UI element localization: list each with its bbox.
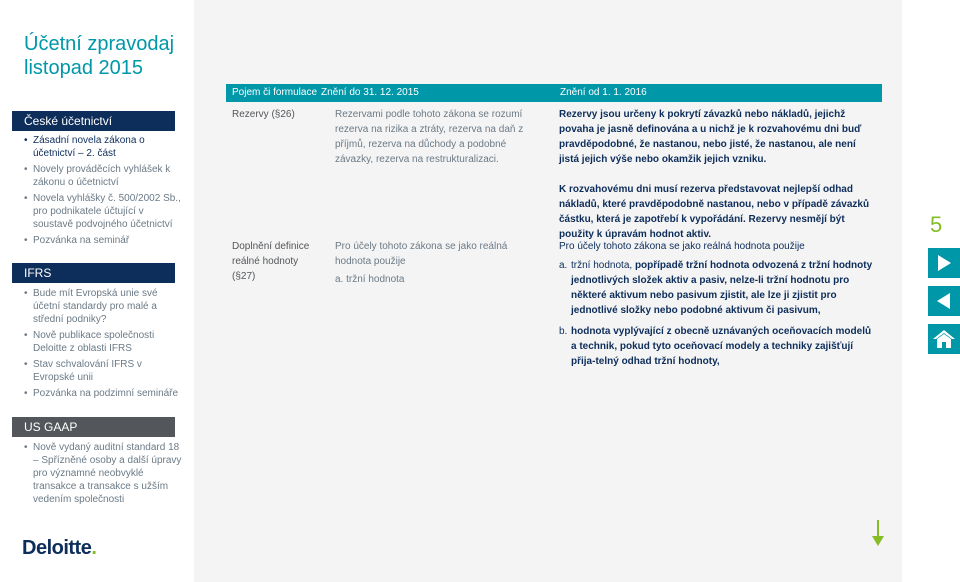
- logo-dot: .: [91, 537, 97, 559]
- row2-new-text: [559, 239, 877, 369]
- section-list-usgaap: [24, 441, 184, 509]
- deloitte-logo: [22, 537, 96, 560]
- newsletter-title: [24, 32, 174, 80]
- section-heading-ifrs[interactable]: IFRS: [12, 263, 175, 283]
- sidebar-item[interactable]: • Pozvánka na seminář: [24, 234, 184, 247]
- section-list-czech: [24, 134, 184, 250]
- sidebar-item[interactable]: • Nově publikace společnosti Deloitte z oblasti IFRS: [24, 329, 184, 355]
- header-term: Pojem či formulace: [232, 87, 318, 98]
- content-panel: [194, 0, 902, 582]
- row1-label: Rezervy (§26): [232, 109, 295, 120]
- sidebar-item[interactable]: • Stav schvalování IFRS v Evropské unii: [24, 358, 184, 384]
- row1-new-paragraph1: Rezervy jsou určeny k pokrytí závazků nebo nákladů, jejichž povaha je jasně definována a u nichž je k rozvahovému dni buď pravděpodobné, že nastanou, nebo jisté, že nastanou, ale není jistá jejich výše nebo okamžik jejich vzniku.: [559, 109, 862, 165]
- item-a-bold: popřípadě tržní hodnota odvozená z tržní hodnoty jednotlivých složek aktiv a pasiv, nelze-li tržní hodnotu pro některé aktivum nebo pasivum zjistit, ale lze ji zjistit pro jednotlivé složky nebo podobné aktivum či pasivum,: [571, 260, 873, 316]
- home-button[interactable]: [928, 324, 960, 354]
- next-page-button[interactable]: [928, 248, 960, 278]
- row2-new-item-a: [559, 258, 877, 318]
- item-a-regular: tržní hodnota,: [571, 260, 633, 271]
- header-old-wording: Znění do 31. 12. 2015: [321, 87, 419, 98]
- section-heading-usgaap[interactable]: US GAAP: [12, 417, 175, 437]
- row1-new-paragraph2: K rozvahovému dni musí rezerva představovat nejlepší odhad nákladů, které pravděpodobně nastanou, nebo v případě závazků částku, která je zapotřebí k vypořádání. Rezervy nesmějí být použity k úpravám hodnot aktiv.: [559, 184, 870, 240]
- sidebar-item[interactable]: • Bude mít Evropská unie své účetní standardy pro malé a střední podniky?: [24, 287, 184, 326]
- row1-old-text: Rezervami podle tohoto zákona se rozumí rezerva na rizika a ztráty, rezerva na daň z příjmů, rezerva na důchody a podobné závazky, rezerva na restrukturalizaci.: [335, 109, 524, 165]
- sidebar-item[interactable]: • Novely prováděcích vyhlášek k zákonu o účetnictví: [24, 163, 184, 189]
- header-new-wording: Znění od 1. 1. 2016: [560, 87, 647, 98]
- sidebar-item[interactable]: • Zásadní novela zákona o účetnictví – 2. část: [24, 134, 184, 160]
- item-b-text: hodnota vyplývající z obecně uznávaných oceňovacích modelů a technik, pokud tyto oceňovací modely a techniky zajišťují přija-telný odhad tržní hodnoty,: [571, 326, 872, 367]
- sidebar-item[interactable]: • Pozvánka na podzimní semináře: [24, 387, 184, 400]
- section-list-ifrs: [24, 287, 184, 403]
- row2-old-text: [335, 239, 545, 287]
- page-number: 5: [930, 212, 943, 237]
- logo-text: Deloitte: [22, 537, 92, 559]
- newsletter-title-line1: Účetní zpravodaj: [24, 33, 175, 55]
- play-left-icon: [936, 292, 952, 310]
- item-b-marker: b.: [559, 326, 568, 337]
- row2-new-item-b: [559, 324, 877, 369]
- row2-label: Doplnění definice reálné hodnoty (§27): [232, 241, 310, 282]
- newsletter-title-line2: listopad 2015: [24, 57, 143, 79]
- home-icon: [932, 329, 956, 349]
- row2-old-intro: Pro účely tohoto zákona se jako reálná hodnota použije: [335, 241, 508, 267]
- row2-new-intro: Pro účely tohoto zákona se jako reálná hodnota použije: [559, 241, 805, 252]
- row2-old-item-a: a. tržní hodnota: [335, 274, 405, 285]
- item-a-marker: a.: [559, 260, 568, 271]
- sidebar: [0, 0, 194, 582]
- table-header: [226, 84, 882, 102]
- previous-page-button[interactable]: [928, 286, 960, 316]
- play-right-icon: [936, 254, 952, 272]
- section-heading-czech[interactable]: České účetnictví: [12, 111, 175, 131]
- sidebar-item[interactable]: • Nově vydaný auditní standard 18 – Spřízněné osoby a další úpravy pro významné neobvyklé transakce a transakce s užším vedením společnosti: [24, 441, 184, 506]
- row1-new-text: [559, 107, 877, 242]
- sidebar-item[interactable]: • Novela vyhlášky č. 500/2002 Sb., pro podnikatele účtující v soustavě podvojného účetnictví: [24, 192, 184, 231]
- down-arrow-icon[interactable]: [868, 520, 888, 548]
